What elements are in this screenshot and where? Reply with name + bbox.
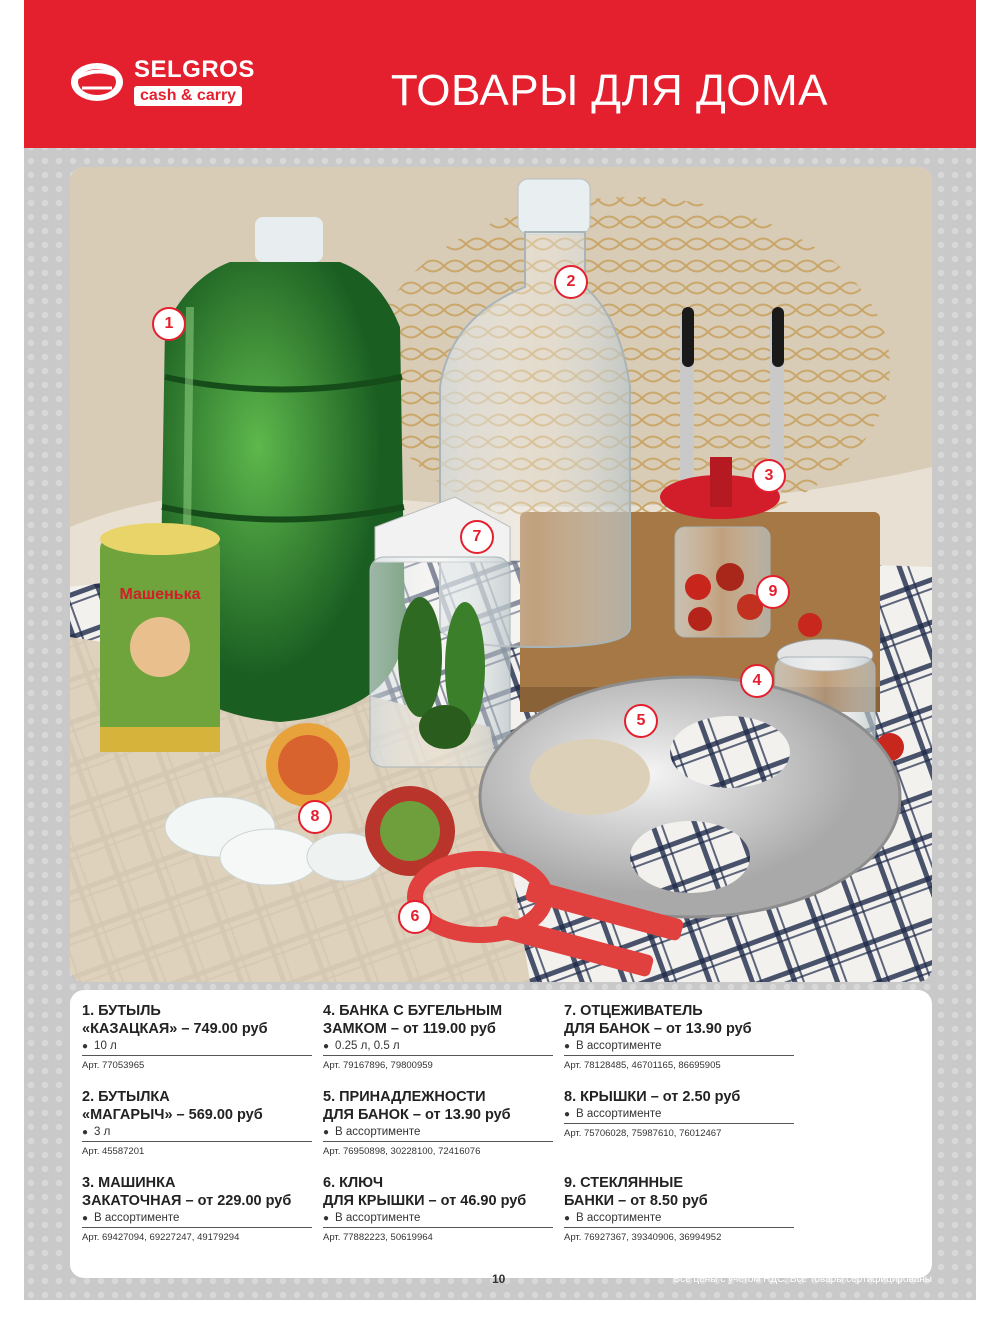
product-name-line1: 8. КРЫШКИ – от 2.50 руб bbox=[564, 1089, 741, 1105]
product-name-line2: ЗАМКОМ – от 119.00 руб bbox=[323, 1021, 496, 1037]
tin-label: Машенька bbox=[119, 586, 201, 603]
product-article: Арт. 76950898, 30228100, 72416076 bbox=[323, 1146, 481, 1157]
product-item-9 bbox=[564, 1174, 794, 1244]
callout-9[interactable]: 9 bbox=[756, 575, 790, 609]
product-item-5 bbox=[323, 1088, 553, 1158]
product-name-line1: 1. БУТЫЛЬ bbox=[82, 1003, 161, 1019]
product-article: Арт. 77882223, 50619964 bbox=[323, 1232, 433, 1243]
product-name-line2: «МАГАРЫЧ» – 569.00 руб bbox=[82, 1107, 263, 1123]
product-spec: ● В ассортименте bbox=[564, 1039, 794, 1056]
selgros-dish-logo-icon bbox=[68, 58, 126, 104]
callout-2[interactable]: 2 bbox=[554, 265, 588, 299]
product-name-line1: 4. БАНКА С БУГЕЛЬНЫМ bbox=[323, 1003, 503, 1019]
callout-7[interactable]: 7 bbox=[460, 520, 494, 554]
product-name-line1: 9. СТЕКЛЯННЫЕ bbox=[564, 1175, 684, 1191]
product-name-line2: БАНКИ – от 8.50 руб bbox=[564, 1193, 708, 1209]
product-item-1 bbox=[82, 1002, 312, 1072]
callout-5[interactable]: 5 bbox=[624, 704, 658, 738]
product-name-line2: ЗАКАТОЧНАЯ – от 229.00 руб bbox=[82, 1193, 292, 1209]
callout-6[interactable]: 6 bbox=[398, 900, 432, 934]
page-title: ТОВАРЫ ДЛЯ ДОМА bbox=[390, 66, 828, 115]
product-spec: ● 3 л bbox=[82, 1125, 312, 1142]
brand-tagline: cash & carry bbox=[134, 86, 242, 106]
callout-3[interactable]: 3 bbox=[752, 459, 786, 493]
callout-8[interactable]: 8 bbox=[298, 800, 332, 834]
callout-1[interactable]: 1 bbox=[152, 307, 186, 341]
product-spec: ● В ассортименте bbox=[564, 1107, 794, 1124]
product-item-7 bbox=[564, 1002, 794, 1072]
callout-4[interactable]: 4 bbox=[740, 664, 774, 698]
brand-name: SELGROS bbox=[134, 56, 255, 83]
product-article: Арт. 45587201 bbox=[82, 1146, 145, 1157]
product-list-panel bbox=[70, 990, 932, 1278]
product-name-line2: ДЛЯ КРЫШКИ – от 46.90 руб bbox=[323, 1193, 527, 1209]
product-item-4 bbox=[323, 1002, 553, 1072]
product-spec: ● 10 л bbox=[82, 1039, 312, 1056]
product-item-3 bbox=[82, 1174, 312, 1244]
product-article: Арт. 76927367, 39340906, 36994952 bbox=[564, 1232, 722, 1243]
product-item-8 bbox=[564, 1088, 794, 1140]
product-article: Арт. 78128485, 46701165, 86695905 bbox=[564, 1060, 721, 1071]
product-name-line1: 7. ОТЦЕЖИВАТЕЛЬ bbox=[564, 1003, 703, 1019]
product-spec: ● В ассортименте bbox=[323, 1125, 553, 1142]
product-spec: ● В ассортименте bbox=[82, 1211, 312, 1228]
product-name-line1: 3. МАШИНКА bbox=[82, 1175, 176, 1191]
product-spec: ● В ассортименте bbox=[564, 1211, 794, 1228]
product-item-6 bbox=[323, 1174, 553, 1244]
product-name-line2: ДЛЯ БАНОК – от 13.90 руб bbox=[323, 1107, 511, 1123]
product-name-line2: «КАЗАЦКАЯ» – 749.00 руб bbox=[82, 1021, 268, 1037]
product-article: Арт. 77053965 bbox=[82, 1060, 145, 1071]
product-photo-illustration bbox=[70, 167, 932, 982]
product-name-line1: 2. БУТЫЛКА bbox=[82, 1089, 170, 1105]
product-photo bbox=[70, 167, 932, 982]
product-name-line1: 6. КЛЮЧ bbox=[323, 1175, 384, 1191]
footer-note: Все цены с учетом НДС. Все товары сертифицированы bbox=[673, 1274, 932, 1285]
product-name-line1: 5. ПРИНАДЛЕЖНОСТИ bbox=[323, 1089, 486, 1105]
product-spec: ● 0.25 л, 0.5 л bbox=[323, 1039, 553, 1056]
canned-goods-tin bbox=[100, 523, 220, 752]
product-spec: ● В ассортименте bbox=[323, 1211, 553, 1228]
selgros-logo[interactable] bbox=[68, 58, 268, 110]
product-name-line2: ДЛЯ БАНОК – от 13.90 руб bbox=[564, 1021, 752, 1037]
product-article: Арт. 75706028, 75987610, 76012467 bbox=[564, 1128, 722, 1139]
page-number: 10 bbox=[492, 1272, 506, 1286]
product-article: Арт. 69427094, 69227247, 49179294 bbox=[82, 1232, 240, 1243]
product-item-2 bbox=[82, 1088, 312, 1158]
product-article: Арт. 79167896, 79800959 bbox=[323, 1060, 433, 1071]
